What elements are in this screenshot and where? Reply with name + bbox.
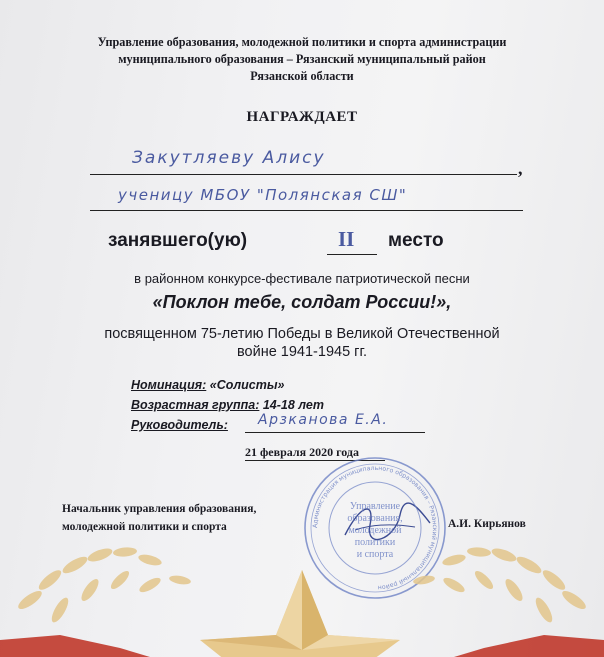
red-ribbon-right	[454, 635, 604, 657]
issuer-line-2: муниципального образования – Рязанский муниципальный район	[118, 52, 486, 66]
place-value: II	[338, 227, 355, 251]
signer-position-line-1: Начальник управления образования,	[62, 503, 257, 515]
place-row	[0, 227, 604, 260]
leader-value: Арзканова Е.А.	[258, 412, 389, 428]
nomination-row	[131, 378, 285, 392]
red-ribbon-left	[0, 635, 150, 657]
dedication	[0, 325, 604, 361]
left-laurel-branch	[16, 546, 192, 625]
awards-title: НАГРАЖДАЕТ	[246, 109, 358, 125]
signer-position	[62, 500, 256, 536]
age-value: 14-18 лет	[262, 398, 324, 412]
leader-row	[131, 418, 228, 432]
age-row	[131, 398, 324, 412]
signer-name: А.И. Кирьянов	[448, 518, 526, 530]
stamp-center-line-5: и спорта	[356, 549, 394, 560]
signer-position-line-2: молодежной политики и спорта	[62, 521, 227, 533]
stamp-ring-text: Администрация муниципального образования – Рязанский муниципальный район	[311, 464, 439, 591]
issue-date: 21 февраля 2020 года	[245, 445, 359, 459]
issuer-header	[40, 34, 564, 85]
leader-label: Руководитель:	[131, 418, 228, 432]
dedication-line-2: войне 1941-1945 гг.	[236, 344, 367, 360]
stamp-center-line-1: Управление	[349, 501, 401, 512]
right-laurel-branch	[412, 546, 588, 625]
stamp-center-line-3: молодежной	[348, 525, 402, 536]
recipient-school-line	[90, 210, 523, 211]
issuer-line-3: Рязанской области	[250, 69, 354, 83]
contest-line: в районном конкурсе-фестивале патриотической песни	[134, 271, 470, 286]
leader-line	[245, 432, 425, 433]
issuer-line-1: Управление образования, молодежной политики и спорта администрации	[97, 35, 507, 49]
dedication-line-1: посвященном 75-летию Победы в Великой Отечественной	[104, 326, 500, 342]
nomination-value: «Солисты»	[209, 378, 285, 392]
place-word-after: место	[388, 230, 444, 251]
recipient-school: ученицу МБОУ "Полянская СШ"	[118, 186, 408, 204]
song-title: «Поклон тебе, солдат России!»,	[152, 292, 452, 312]
stamp-center-line-2: образования,	[347, 513, 403, 524]
recipient-comma: ,	[518, 158, 523, 178]
age-label: Возрастная группа:	[131, 398, 260, 412]
decorative-border	[0, 540, 604, 657]
stamp-center-line-4: политики	[354, 537, 396, 548]
place-word-before: занявшего(ую)	[108, 230, 248, 251]
recipient-name: Закутляеву Алису	[132, 148, 326, 168]
nomination-label: Номинация:	[131, 378, 207, 392]
star-icon	[200, 570, 400, 657]
place-line	[327, 254, 377, 255]
recipient-name-line	[90, 174, 517, 175]
